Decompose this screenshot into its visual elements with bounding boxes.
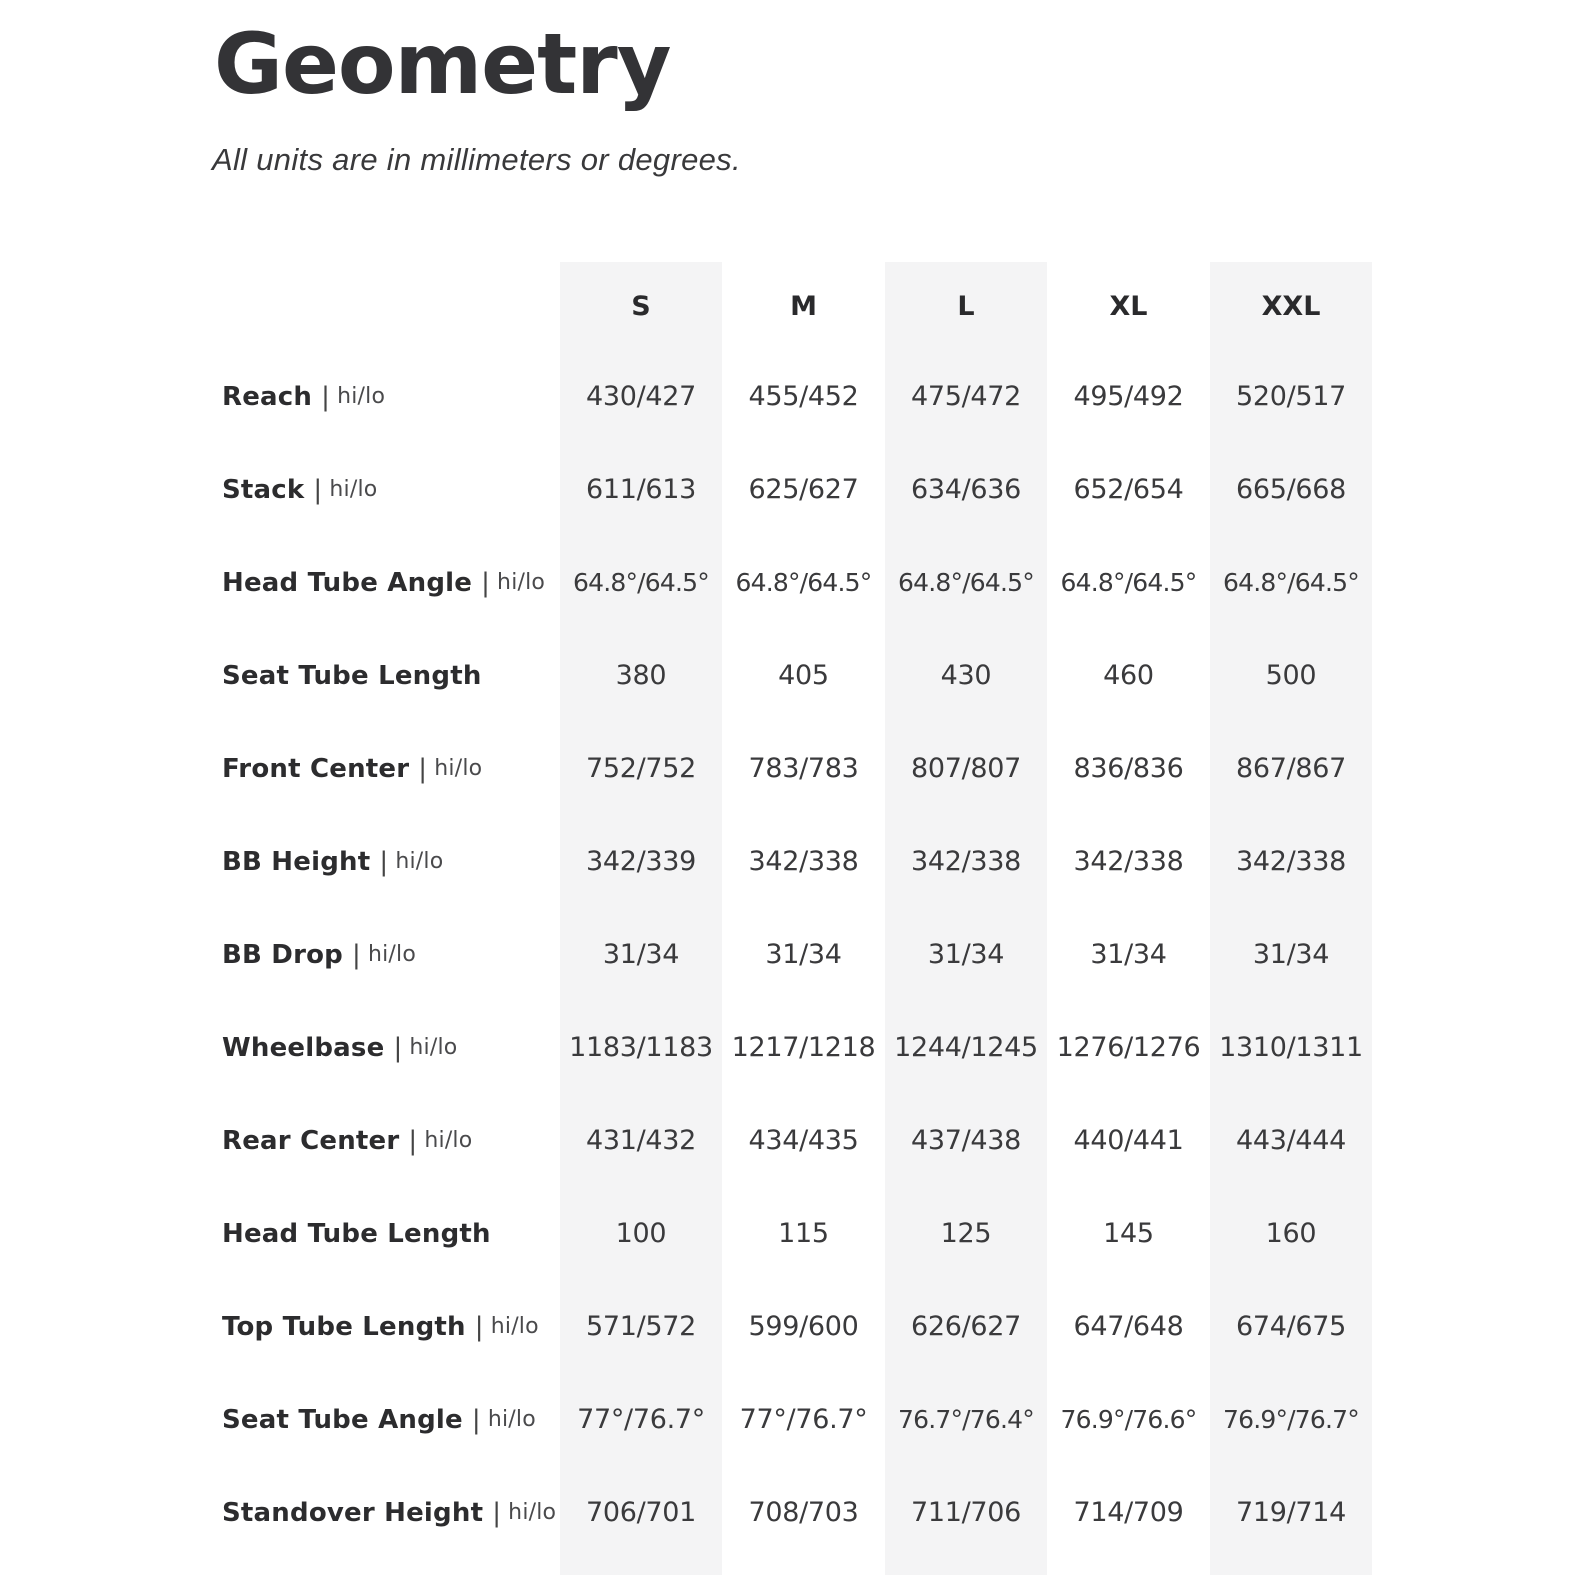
row-label-name: Seat Tube Angle [222,1404,463,1435]
value-cell-s: 430/427 [585,381,697,412]
row-label-unit: hi/lo [409,1035,458,1060]
value-cell-xl: 342/338 [1073,846,1184,877]
row-label-unit: hi/lo [367,942,416,967]
row-label [214,443,560,536]
value-cell-xxl: 76.9°/76.7° [1223,1405,1359,1434]
value-cell-s: 64.8°/64.5° [573,568,709,597]
column-header-m: M [790,290,817,322]
value-cell-xl: 652/654 [1073,474,1184,505]
value-cell-xl: 76.9°/76.6° [1060,1405,1197,1434]
column-header-s: S [631,290,651,322]
row-label [214,1373,560,1466]
value-cell-xxl: 443/444 [1235,1125,1347,1156]
row-label-name: Rear Center [222,1125,400,1156]
value-cell-m: 342/338 [748,846,859,877]
value-cell-xxl: 500 [1265,660,1317,691]
value-cell-xxl: 1310/1311 [1219,1032,1363,1063]
value-cell-xl: 1276/1276 [1056,1032,1201,1063]
value-cell-m: 1217/1218 [731,1032,876,1063]
row-label [214,1001,560,1094]
value-cell-s: 752/752 [585,753,697,784]
value-cell-s: 380 [615,660,667,691]
value-cell-l: 125 [940,1218,992,1249]
row-label-separator: | [471,1404,481,1435]
value-cell-xl: 495/492 [1073,381,1184,412]
page-title: Geometry [214,15,671,113]
value-cell-s: 611/613 [585,474,697,505]
value-cell-l: 430 [940,660,992,691]
row-label-unit: hi/lo [497,570,546,595]
value-cell-s: 342/339 [585,846,697,877]
value-cell-l: 626/627 [910,1311,1022,1342]
value-cell-m: 599/600 [748,1311,859,1342]
value-cell-l: 807/807 [910,753,1022,784]
value-cell-m: 455/452 [748,381,859,412]
value-cell-xxl: 520/517 [1235,381,1347,412]
value-cell-s: 77°/76.7° [577,1404,705,1435]
geometry-table [214,262,1372,1559]
value-cell-l: 437/438 [910,1125,1022,1156]
row-label-name: Top Tube Length [222,1311,466,1342]
column-header-xxl: XXL [1261,290,1321,322]
row-label-name: Reach [222,381,313,412]
geometry-grid [214,262,1372,1559]
value-cell-xxl: 160 [1265,1218,1317,1249]
value-cell-m: 625/627 [748,474,859,505]
value-cell-m: 434/435 [748,1125,859,1156]
value-cell-s: 100 [615,1218,667,1249]
value-cell-l: 64.8°/64.5° [898,568,1034,597]
value-cell-m: 115 [778,1218,829,1249]
value-cell-l: 76.7°/76.4° [898,1405,1034,1434]
value-cell-xl: 836/836 [1073,753,1184,784]
header-corner [214,262,560,350]
value-cell-xxl: 719/714 [1235,1497,1347,1528]
row-label-separator: | [492,1497,502,1528]
value-cell-xl: 64.8°/64.5° [1060,568,1197,597]
row-label-name: Stack [222,474,305,505]
row-label-separator: | [474,1311,484,1342]
row-label [214,1094,560,1187]
row-label-name: Wheelbase [222,1032,385,1063]
value-cell-s: 31/34 [602,939,680,970]
row-label-separator: | [408,1125,418,1156]
value-cell-xl: 440/441 [1073,1125,1184,1156]
row-label-name: Head Tube Length [222,1218,491,1249]
value-cell-xl: 647/648 [1073,1311,1184,1342]
row-label-separator: | [481,567,491,598]
row-label-unit: hi/lo [424,1128,473,1153]
value-cell-m: 64.8°/64.5° [735,568,872,597]
row-label [214,1280,560,1373]
value-cell-s: 706/701 [585,1497,697,1528]
column-header-xl: XL [1109,290,1148,322]
row-label-separator: | [321,381,331,412]
row-label-unit: hi/lo [487,1407,536,1432]
row-label-unit: hi/lo [508,1500,557,1525]
row-label-unit: hi/lo [337,384,386,409]
value-cell-xl: 145 [1103,1218,1154,1249]
row-label [214,536,560,629]
row-label-name: BB Drop [222,939,343,970]
value-cell-l: 1244/1245 [894,1032,1038,1063]
row-label [214,908,560,1001]
value-cell-l: 475/472 [910,381,1022,412]
row-label-name: Standover Height [222,1497,484,1528]
row-label-unit: hi/lo [395,849,444,874]
value-cell-xxl: 31/34 [1252,939,1330,970]
row-label [214,722,560,815]
row-label-name: Head Tube Angle [222,567,473,598]
value-cell-l: 711/706 [910,1497,1022,1528]
row-label-separator: | [379,846,389,877]
row-label-unit: hi/lo [329,477,378,502]
value-cell-xl: 714/709 [1073,1497,1184,1528]
value-cell-xl: 31/34 [1090,939,1167,970]
row-label [214,629,560,722]
row-label-name: Seat Tube Length [222,660,482,691]
row-label [214,350,560,443]
row-label [214,815,560,908]
row-label-separator: | [313,474,323,505]
column-header-l: L [957,290,975,322]
row-label-unit: hi/lo [434,756,483,781]
value-cell-s: 431/432 [585,1125,697,1156]
value-cell-xxl: 867/867 [1235,753,1347,784]
row-label [214,1466,560,1559]
value-cell-l: 342/338 [910,846,1022,877]
value-cell-s: 1183/1183 [569,1032,713,1063]
value-cell-xxl: 665/668 [1235,474,1347,505]
value-cell-xxl: 342/338 [1235,846,1347,877]
value-cell-xxl: 64.8°/64.5° [1223,568,1359,597]
row-label-unit: hi/lo [490,1314,539,1339]
value-cell-m: 31/34 [765,939,842,970]
value-cell-xxl: 674/675 [1235,1311,1347,1342]
row-label [214,1187,560,1280]
units-note: All units are in millimeters or degrees. [212,142,741,177]
value-cell-xl: 460 [1103,660,1154,691]
value-cell-m: 783/783 [748,753,859,784]
row-label-separator: | [418,753,428,784]
row-label-separator: | [351,939,361,970]
value-cell-m: 405 [778,660,829,691]
value-cell-m: 708/703 [748,1497,859,1528]
row-label-separator: | [393,1032,403,1063]
value-cell-l: 31/34 [927,939,1005,970]
value-cell-s: 571/572 [585,1311,697,1342]
row-label-name: BB Height [222,846,371,877]
value-cell-m: 77°/76.7° [739,1404,868,1435]
value-cell-l: 634/636 [910,474,1022,505]
row-label-name: Front Center [222,753,410,784]
